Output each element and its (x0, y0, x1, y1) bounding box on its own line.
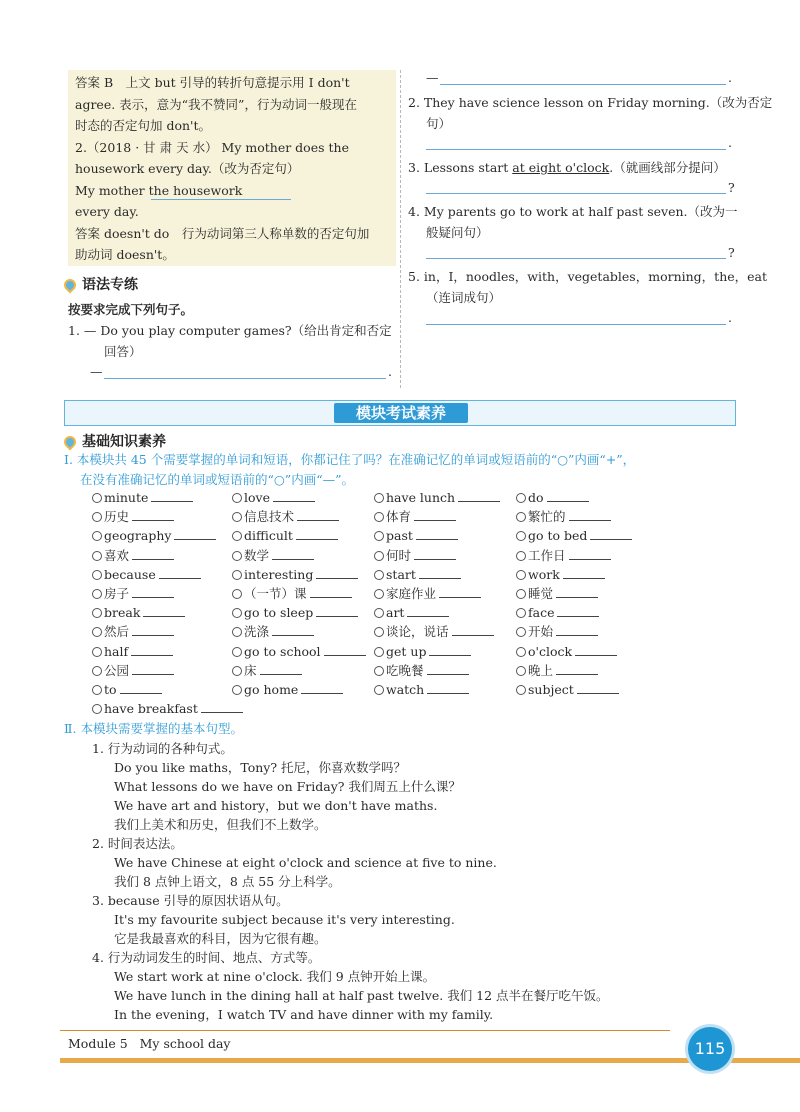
answer-input-line[interactable] (426, 258, 726, 259)
footer-rule (60, 1030, 670, 1031)
word-item (232, 526, 338, 545)
word-text: art (386, 605, 405, 621)
word-blank (296, 527, 338, 540)
word-text: 洗涤 (244, 624, 270, 640)
word-blank (556, 623, 598, 636)
mark-circle[interactable] (232, 551, 242, 561)
word-blank (310, 585, 352, 598)
question-2: 2. They have science lesson on Friday morning.（改为否定 (408, 95, 773, 110)
mark-circle[interactable] (92, 589, 102, 599)
answer-line: My mother the housework (75, 182, 243, 198)
period: . (728, 135, 732, 150)
mark-circle[interactable] (232, 589, 242, 599)
mark-circle[interactable] (92, 570, 102, 580)
word-item (374, 507, 456, 526)
word-item (232, 507, 339, 526)
answer-line: 2.（2018 · 甘 肃 天 水） My mother does the (75, 139, 349, 155)
location-pin-icon (62, 434, 79, 451)
mark-circle[interactable] (232, 647, 242, 657)
word-blank (273, 489, 315, 502)
mark-circle[interactable] (232, 627, 242, 637)
word-text: watch (386, 682, 425, 697)
word-blank (427, 662, 469, 675)
word-item (516, 546, 611, 565)
word-blank (575, 643, 617, 656)
answer-blank (151, 199, 291, 200)
footer-module: Module 5 (68, 1036, 128, 1051)
word-item (92, 507, 174, 526)
footer-title: My school day (139, 1036, 231, 1051)
answer-input-line[interactable] (440, 84, 726, 85)
word-blank (414, 547, 456, 560)
word-text: love (244, 490, 270, 505)
word-text: break (104, 605, 141, 621)
footer-label (68, 1036, 230, 1051)
mark-circle[interactable] (516, 570, 526, 580)
word-blank (556, 585, 598, 598)
mark-circle[interactable] (232, 493, 242, 503)
word-item (374, 546, 456, 565)
grammar-instruction: 按要求完成下列句子。 (68, 302, 194, 317)
word-blank (547, 489, 589, 502)
word-blank (272, 547, 314, 560)
word-text: 睡觉 (528, 586, 554, 601)
mark-circle[interactable] (92, 704, 102, 714)
mark-circle[interactable] (516, 512, 526, 522)
word-item (92, 526, 216, 545)
mark-circle[interactable] (232, 666, 242, 676)
mark-circle[interactable] (516, 685, 526, 695)
word-item (374, 488, 500, 507)
word-text: geography (104, 528, 172, 544)
word-text: 床 (244, 662, 257, 678)
word-item (374, 603, 449, 622)
question-5-cont: （连词成句） (426, 290, 502, 305)
word-text: 开始 (528, 624, 554, 640)
word-blank (151, 489, 193, 502)
word-item (232, 680, 343, 699)
word-item (92, 699, 243, 718)
word-item (516, 661, 598, 680)
word-text: 然后 (104, 624, 130, 640)
word-item (232, 642, 366, 661)
word-blank (301, 681, 343, 694)
word-item (516, 488, 589, 507)
word-blank (120, 681, 162, 694)
question-2-cont: 句） (426, 116, 452, 131)
footer-bar (60, 1058, 800, 1063)
answer-box-text (75, 72, 369, 266)
word-item (92, 680, 162, 699)
word-text: 数学 (244, 547, 270, 563)
word-blank (429, 643, 471, 656)
sentence: 我们上美术和历史，但我们不上数学。 (114, 817, 327, 832)
word-item (374, 526, 458, 545)
word-text: 历史 (104, 509, 130, 525)
mark-circle[interactable] (92, 608, 102, 618)
mark-circle[interactable] (92, 493, 102, 503)
question-mark: ? (728, 245, 735, 260)
answer-dash: — (90, 364, 103, 379)
word-blank (414, 508, 456, 521)
mark-circle[interactable] (92, 666, 102, 676)
part2-heading: Ⅱ. 本模块需要掌握的基本句型。 (64, 721, 243, 736)
word-item (374, 661, 469, 680)
word-blank (143, 604, 185, 617)
mark-circle[interactable] (374, 627, 384, 637)
word-text: 晚上 (528, 662, 554, 678)
word-item (92, 642, 173, 661)
word-text: minute (104, 490, 149, 505)
word-blank (427, 681, 469, 694)
section-banner-title: 模块考试素养 (334, 403, 468, 423)
word-text: 工作日 (528, 547, 566, 563)
question-mark: ? (728, 180, 735, 195)
part1-instruction-cont: 在没有准确记忆的单词或短语前的“○”内画“—”。 (80, 472, 354, 487)
word-blank (452, 623, 494, 636)
mark-circle[interactable] (516, 589, 526, 599)
word-text: to (104, 682, 117, 697)
sentence: We start work at nine o'clock. 我们 9 点钟开始上课。 (114, 969, 436, 984)
underlined-phrase: at eight o'clock (512, 160, 610, 175)
word-text: have breakfast (104, 701, 198, 717)
word-text: interesting (244, 566, 314, 582)
sentence: What lessons do we have on Friday? 我们周五上什么课？ (114, 779, 461, 794)
page-number: 115 (688, 1027, 732, 1071)
word-blank (260, 662, 302, 675)
word-blank (159, 566, 201, 579)
sentence: We have art and history，but we don't have maths. (114, 798, 438, 813)
sentence-heading: 4. 行为动词发生的时间、地点、方式等。 (92, 950, 321, 965)
word-text: 家庭作业 (386, 586, 437, 601)
word-text: 何时 (386, 547, 412, 563)
sentence: We have lunch in the dining hall at half past twelve. 我们 12 点半在餐厅吃午饭。 (114, 988, 609, 1003)
answer-dash: — (426, 70, 439, 85)
word-item (516, 584, 598, 603)
word-text: 繁忙的 (528, 509, 566, 525)
word-text: （一节）课 (244, 586, 307, 601)
mark-circle[interactable] (92, 531, 102, 541)
word-text: face (528, 605, 555, 621)
word-blank (419, 566, 461, 579)
word-blank (132, 508, 174, 521)
question-1-cont: 回答） (104, 344, 142, 359)
word-item (516, 565, 605, 584)
mark-circle[interactable] (92, 627, 102, 637)
word-blank (416, 527, 458, 540)
mark-circle[interactable] (374, 493, 384, 503)
answer-line: 时态的否定句加 don't。 (75, 118, 212, 133)
word-item (92, 622, 174, 641)
mark-circle[interactable] (92, 512, 102, 522)
word-blank (590, 527, 632, 540)
word-text: do (528, 490, 544, 505)
answer-input-line[interactable] (104, 378, 386, 379)
question-5: 5. in，I，noodles，with，vegetables，morning，the，eat (408, 269, 768, 284)
word-text: have lunch (386, 490, 456, 505)
sentence: In the evening，I watch TV and have dinner with my family. (114, 1007, 494, 1022)
word-blank (458, 489, 500, 502)
part1-instruction: Ⅰ. 本模块共 45 个需要掌握的单词和短语，你都记住了吗？在准确记忆的单词或短语前的“○”内画“+”， (64, 452, 636, 467)
word-item (232, 661, 302, 680)
period: . (728, 70, 732, 85)
word-blank (569, 508, 611, 521)
word-text: because (104, 566, 156, 582)
word-blank (174, 527, 216, 540)
mark-circle[interactable] (374, 666, 384, 676)
question-4-cont: 般疑问句） (426, 225, 489, 240)
word-text: half (104, 643, 129, 659)
mark-circle[interactable] (374, 570, 384, 580)
word-text: difficult (244, 528, 293, 544)
mark-circle[interactable] (374, 589, 384, 599)
word-text: 体育 (386, 509, 412, 525)
mark-circle[interactable] (92, 551, 102, 561)
word-blank (132, 623, 174, 636)
mark-circle[interactable] (232, 531, 242, 541)
mark-circle[interactable] (516, 493, 526, 503)
period: . (728, 310, 732, 325)
mark-circle[interactable] (92, 685, 102, 695)
word-item (374, 584, 481, 603)
word-blank (439, 585, 481, 598)
mark-circle[interactable] (374, 531, 384, 541)
word-item (516, 526, 632, 545)
mark-circle[interactable] (516, 666, 526, 676)
word-blank (569, 547, 611, 560)
word-item (516, 507, 611, 526)
mark-circle[interactable] (374, 647, 384, 657)
word-item (232, 546, 314, 565)
grammar-heading: 语法专练 (64, 274, 138, 294)
mark-circle[interactable] (516, 551, 526, 561)
word-text: o'clock (528, 643, 573, 659)
period: . (388, 364, 392, 379)
column-divider (400, 70, 401, 388)
word-blank (407, 604, 449, 617)
answer-input-line[interactable] (426, 193, 726, 194)
word-text: 信息技术 (244, 509, 295, 525)
word-item (92, 584, 174, 603)
word-item (92, 546, 174, 565)
answer-line: agree. 表示，意为“我不赞同”，行为动词一般现在 (75, 96, 357, 112)
sentence-heading: 3. because 引导的原因状语从句。 (92, 893, 289, 908)
word-blank (132, 585, 174, 598)
mark-circle[interactable] (374, 512, 384, 522)
answer-input-line[interactable] (426, 149, 726, 150)
mark-circle[interactable] (232, 512, 242, 522)
word-text: go to school (244, 643, 321, 659)
word-text: past (386, 528, 413, 544)
word-blank (131, 643, 173, 656)
word-item (92, 661, 174, 680)
word-blank (132, 662, 174, 675)
mark-circle[interactable] (516, 531, 526, 541)
word-blank (316, 604, 358, 617)
sentence: 我们 8 点钟上语文，8 点 55 分上科学。 (114, 874, 341, 889)
word-blank (577, 681, 619, 694)
mark-circle[interactable] (374, 551, 384, 561)
word-text: subject (528, 682, 574, 697)
sentence-heading: 1. 行为动词的各种句式。 (92, 741, 233, 756)
word-item (232, 488, 315, 507)
answer-input-line[interactable] (426, 324, 726, 325)
mark-circle[interactable] (232, 685, 242, 695)
sentence-heading: 2. 时间表达法。 (92, 836, 183, 851)
answer-line: 助动词 doesn't。 (75, 247, 175, 262)
word-item (232, 622, 314, 641)
word-item (374, 642, 471, 661)
word-blank (297, 508, 339, 521)
word-text: 喜欢 (104, 547, 130, 563)
word-blank (324, 643, 366, 656)
word-item (232, 584, 352, 603)
word-item (516, 680, 619, 699)
word-item (232, 603, 358, 622)
word-item (92, 488, 193, 507)
word-item (374, 622, 494, 641)
mark-circle[interactable] (516, 627, 526, 637)
sentence: It's my favourite subject because it's very interesting. (114, 912, 455, 927)
word-blank (316, 566, 358, 579)
mark-circle[interactable] (374, 685, 384, 695)
mark-circle[interactable] (92, 647, 102, 657)
word-text: 谈论，说话 (386, 624, 449, 640)
word-text: 吃晚餐 (386, 662, 424, 678)
answer-line: 答案 doesn't do 行为动词第三人称单数的否定句加 (75, 225, 370, 241)
word-item (516, 603, 599, 622)
word-blank (556, 662, 598, 675)
mark-circle[interactable] (232, 570, 242, 580)
word-text: go to bed (528, 528, 588, 544)
answer-line: every day. (75, 204, 139, 219)
word-text: get up (386, 643, 427, 659)
word-blank (557, 604, 599, 617)
word-item (516, 642, 617, 661)
word-item (92, 603, 185, 622)
mark-circle[interactable] (516, 647, 526, 657)
word-item (374, 680, 469, 699)
word-blank (563, 566, 605, 579)
basics-heading: 基础知识素养 (64, 431, 166, 451)
question-3: 3. Lessons start at eight o'clock.（就画线部分提问） (408, 160, 726, 175)
word-text: go home (244, 682, 299, 697)
word-blank (132, 547, 174, 560)
word-blank (201, 700, 243, 713)
mark-circle[interactable] (516, 608, 526, 618)
mark-circle[interactable] (232, 608, 242, 618)
question-4: 4. My parents go to work at half past seven.（改为一 (408, 204, 738, 219)
word-text: go to sleep (244, 605, 314, 621)
mark-circle[interactable] (374, 608, 384, 618)
question-1: 1. — Do you play computer games?（给出肯定和否定 (68, 323, 392, 338)
word-item (374, 565, 461, 584)
word-text: start (386, 566, 416, 582)
sentence: 它是我最喜欢的科目，因为它很有趣。 (114, 931, 327, 946)
answer-line: housework every day.（改为否定句） (75, 161, 300, 176)
sentence: We have Chinese at eight o'clock and science at five to nine. (114, 855, 497, 870)
location-pin-icon (62, 277, 79, 294)
word-item (232, 565, 358, 584)
word-item (92, 565, 201, 584)
answer-line: 答案 B 上文 but 引导的转折句意提示用 I don't (75, 75, 350, 90)
word-text: work (528, 566, 560, 582)
word-item (516, 622, 598, 641)
sentence: Do you like maths，Tony? 托尼，你喜欢数学吗？ (114, 760, 407, 775)
word-blank (272, 623, 314, 636)
word-text: 房子 (104, 586, 130, 601)
word-text: 公园 (104, 662, 130, 678)
